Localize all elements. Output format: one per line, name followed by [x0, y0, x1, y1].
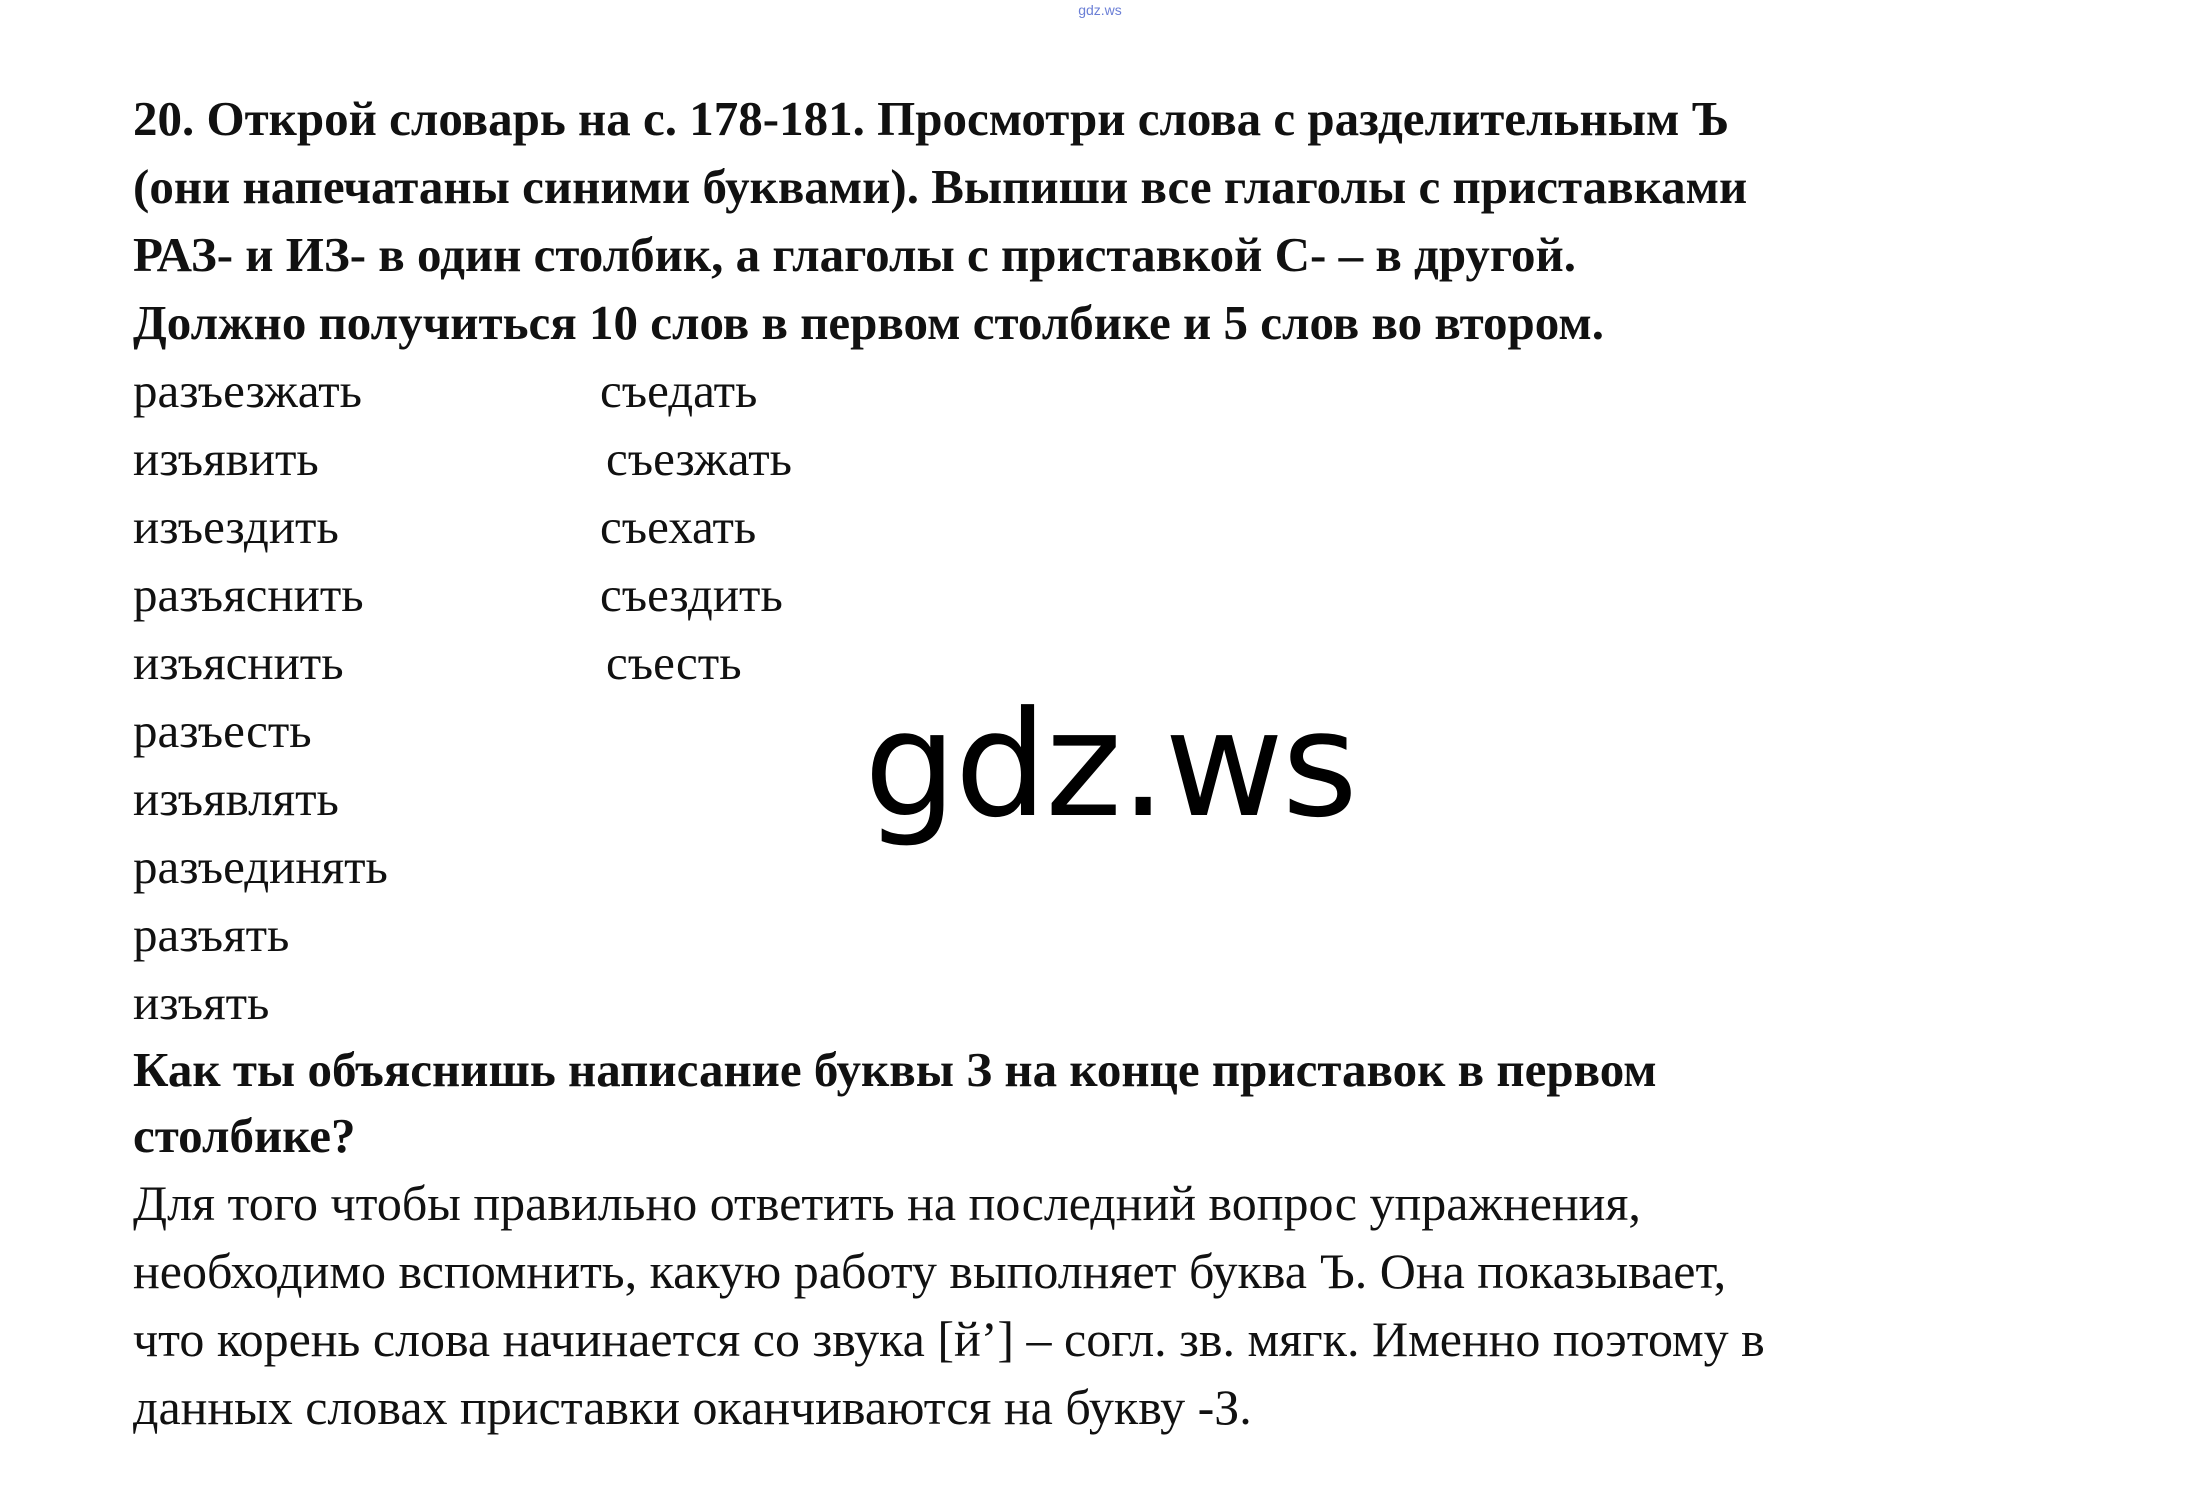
word-item: изъявлять [133, 771, 339, 826]
task-line: РАЗ- и ИЗ- в один столбик, а глаголы с приставкой С- – в другой. [133, 227, 1576, 282]
word-item: съехать [600, 499, 757, 554]
answer-line: необходимо вспомнить, какую работу выполняет буква Ъ. Она показывает, [133, 1243, 1727, 1299]
answer-paragraph [133, 1169, 2133, 1441]
site-mark: gdz.ws [1078, 2, 1122, 18]
word-item: съедать [600, 363, 758, 418]
word-item: съесть [606, 635, 742, 690]
second-column [600, 357, 792, 697]
first-column [133, 357, 388, 1037]
answer-line: что корень слова начинается со звука [й’] – согл. зв. мягк. Именно поэтому в [133, 1311, 1765, 1367]
word-item: изъяснить [133, 635, 344, 690]
task-line: 20. Открой словарь на с. 178-181. Просмотри слова с разделительным Ъ [133, 91, 1730, 146]
word-item: съездить [600, 567, 783, 622]
question-line: Как ты объяснишь написание буквы З на конце приставок в первом [133, 1042, 1657, 1097]
watermark-logo: gdz.ws [864, 680, 1356, 850]
word-item: разъезжать [133, 363, 363, 418]
task-line: (они напечатаны синими буквами). Выпиши все глаголы с приставками [133, 159, 1748, 214]
word-item: изъять [133, 975, 270, 1030]
word-item: разъяснить [133, 567, 364, 622]
word-item: разъединять [133, 839, 388, 894]
word-item: съезжать [606, 431, 792, 486]
word-item: изъявить [133, 431, 319, 486]
word-item: разъесть [133, 703, 312, 758]
question [133, 1037, 2133, 1169]
question-line: столбике? [133, 1108, 356, 1163]
word-item: изъездить [133, 499, 339, 554]
answer-line: данных словах приставки оканчиваются на букву -З. [133, 1379, 1252, 1435]
task-statement [133, 85, 2133, 357]
task-line: Должно получиться 10 слов в первом столбике и 5 слов во втором. [133, 295, 1604, 350]
word-item: разъять [133, 907, 290, 962]
answer-line: Для того чтобы правильно ответить на последний вопрос упражнения, [133, 1175, 1641, 1231]
